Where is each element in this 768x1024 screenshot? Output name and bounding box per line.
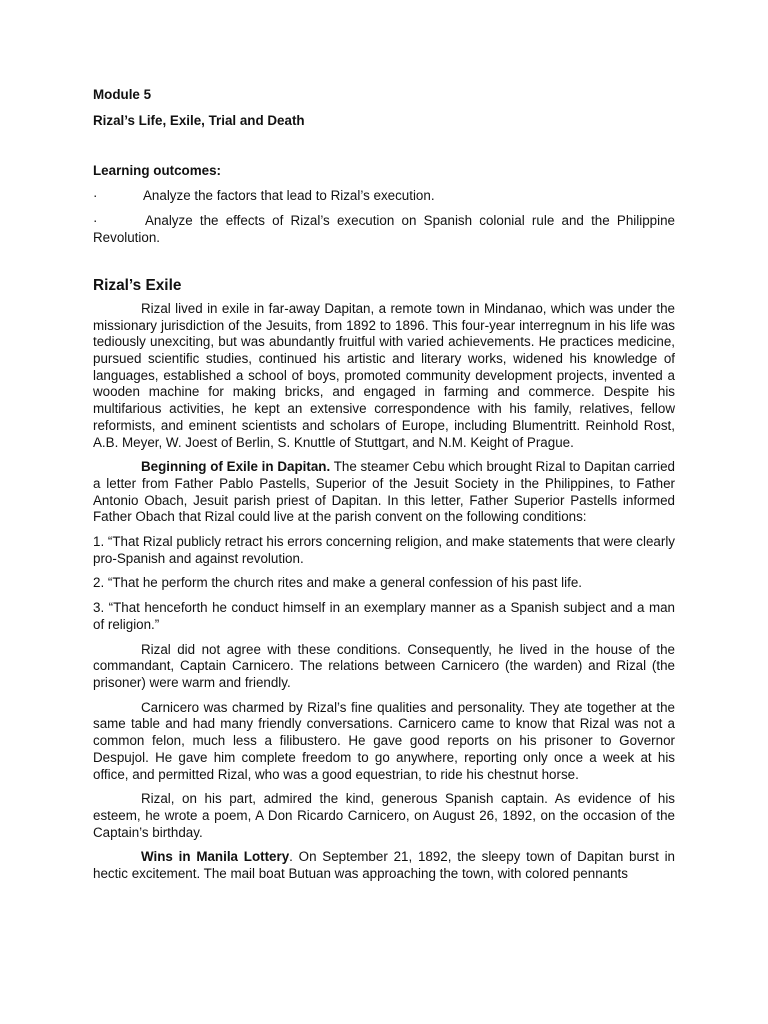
bullet-icon: ·: [93, 188, 98, 204]
outcome-text-1: Analyze the factors that lead to Rizal’s execution.: [143, 188, 435, 204]
module-title: Rizal’s Life, Exile, Trial and Death: [93, 112, 305, 128]
bullet-icon: ·: [93, 212, 98, 228]
paragraph-beginning-text: The steamer Cebu which brought Rizal to Dapitan carried a letter from Father Pablo Pastells, Superior of the Jesuit Society in the Philippines, to Father Antonio Obach, Jesuit parish priest of Dapitan. In this letter, Father Superior Pastells informed Father Obach that Rizal could live at the parish convent on the following conditions:: [93, 459, 675, 525]
outcome-text-2: Analyze the effects of Rizal’s execution on Spanish colonial rule and the Philippine Revolution.: [93, 212, 675, 245]
paragraph-lottery-text: . On September 21, 1892, the sleepy town of Dapitan burst in hectic excitement. The mail boat Butuan was approaching the town, with colored pennants: [93, 849, 675, 882]
paragraph-carnicero-house: Rizal did not agree with these conditions. Consequently, he lived in the house of the commandant, Captain Carnicero. The relations between Carnicero (the warden) and Rizal (the prisoner) were warm and friendly.: [93, 641, 675, 690]
learning-outcomes-heading: Learning outcomes:: [93, 163, 221, 179]
paragraph-beginning-of-exile: [93, 459, 675, 526]
paragraph-carnicero-charmed: Carnicero was charmed by Rizal’s fine qualities and personality. They ate together at the same table and had many friendly conversations. Carnicero came to know that Rizal was not a common felon, much less a filibustero. He gave good reports on his prisoner to Governor Despujol. He gave him complete freedom to go anywhere, reporting only once a week at his office, and permitted Rizal, who was a good equestrian, to ride his chestnut horse.: [93, 699, 675, 782]
section-heading: Rizal’s Exile: [93, 277, 182, 295]
condition-3: 3. “That henceforth he conduct himself in an exemplary manner as a Spanish subject and a man of religion.”: [93, 600, 675, 632]
condition-1: 1. “That Rizal publicly retract his errors concerning religion, and make statements that were clearly pro-Spanish and against revolution.: [93, 534, 675, 566]
condition-2: 2. “That he perform the church rites and make a general confession of his past life.: [93, 575, 583, 591]
run-in-heading-lottery: Wins in Manila Lottery: [141, 849, 290, 865]
paragraph-poem: Rizal, on his part, admired the kind, generous Spanish captain. As evidence of his esteem, he wrote a poem, A Don Ricardo Carnicero, on August 26, 1892, on the occasion of the Captain’s birthday.: [93, 791, 675, 840]
document-body: [93, 87, 675, 883]
module-label: Module 5: [93, 87, 152, 102]
paragraph-exile-intro: Rizal lived in exile in far-away Dapitan, a remote town in Mindanao, which was under the missionary jurisdiction of the Jesuits, from 1892 to 1896. This four-year interregnum in his life was tediously unexciting, but was abundantly fruitful with varied achievements. He practices medicine, pursued scientific studies, continued his artistic and literary works, widened his knowledge of languages, established a school of boys, promoted community development projects, invented a wooden machine for making bricks, and engaged in farming and commerce. Despite his multifarious activities, he kept an extensive correspondence with his family, relatives, fellow reformists, and eminent scientists and scholars of Europe, including Blumentritt. Reinhold Rost, A.B. Meyer, W. Joest of Berlin, S. Knuttle of Stuttgart, and N.M. Keight of Prague.: [93, 300, 675, 450]
paragraph-lottery: [93, 849, 675, 882]
run-in-heading-beginning: Beginning of Exile in Dapitan.: [141, 459, 331, 475]
outcome-item-1: [93, 188, 675, 205]
outcome-item-2: [93, 213, 675, 246]
